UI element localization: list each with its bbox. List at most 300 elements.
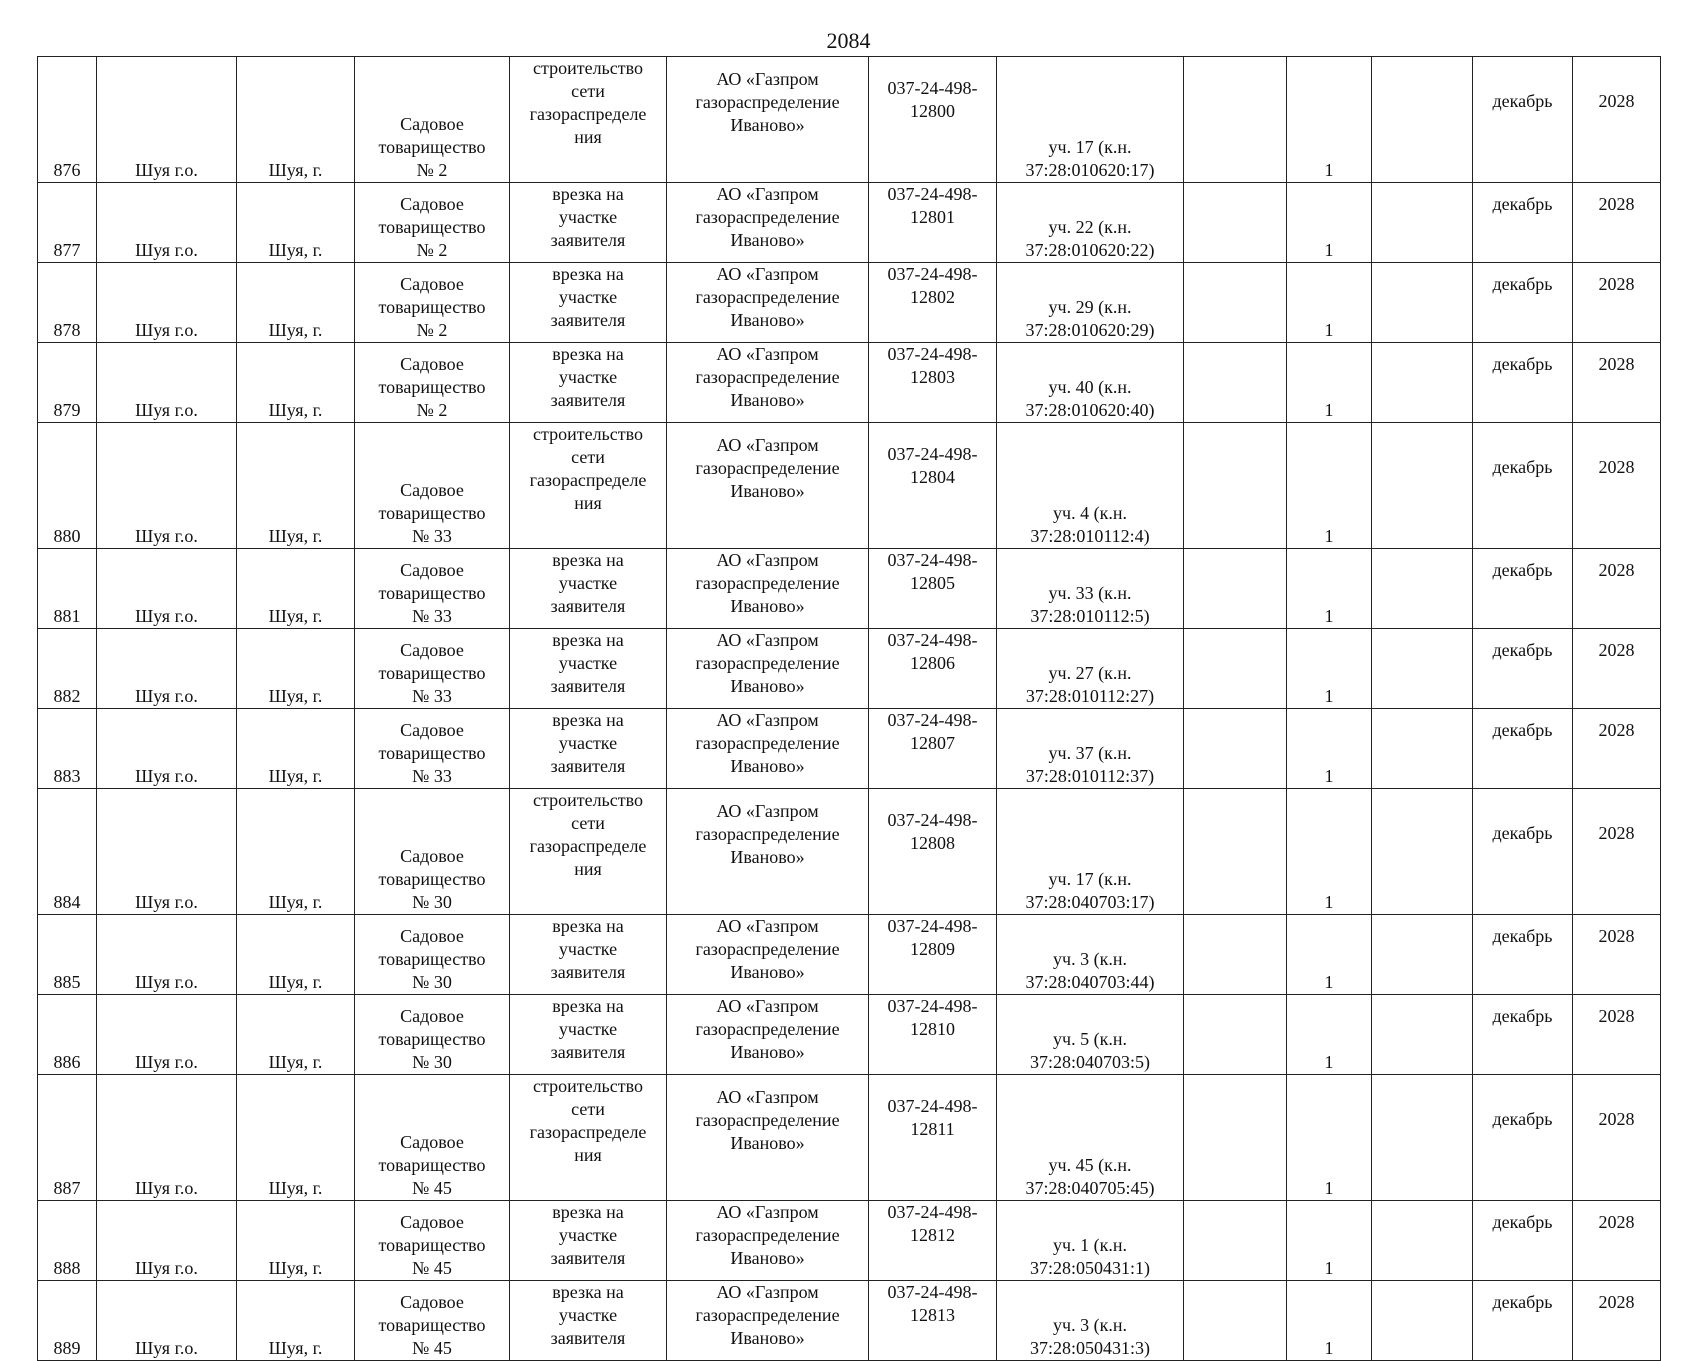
object-text: Садовое товарищество № 30 xyxy=(378,846,486,912)
district-cell xyxy=(97,915,237,995)
locality-cell xyxy=(237,709,355,789)
empty-cell-a xyxy=(1184,183,1287,263)
empty-cell-a xyxy=(1184,789,1287,915)
code-cell xyxy=(869,915,997,995)
quantity-text: 1 xyxy=(1324,972,1334,992)
quantity-cell xyxy=(1287,343,1372,423)
quantity-cell xyxy=(1287,789,1372,915)
organization-cell xyxy=(667,995,869,1075)
work-type-text: строительство сети газораспределе ния xyxy=(529,424,647,513)
row-number-text: 877 xyxy=(53,240,81,260)
organization-cell xyxy=(667,57,869,183)
organization-cell xyxy=(667,789,869,915)
locality-text: Шуя, г. xyxy=(268,526,323,546)
district-text: Шуя г.о. xyxy=(135,1338,198,1358)
work-type-text: строительство сети газораспределе ния xyxy=(529,1076,647,1165)
row-number-cell xyxy=(38,915,97,995)
empty-cell-a xyxy=(1184,915,1287,995)
object-cell xyxy=(355,629,510,709)
district-text: Шуя г.о. xyxy=(135,526,198,546)
object-text: Садовое товарищество № 30 xyxy=(378,926,486,992)
year-text: 2028 xyxy=(1598,354,1635,374)
code-text: 037-24-498- 12812 xyxy=(887,1202,978,1245)
table-row xyxy=(38,709,1661,789)
quantity-text: 1 xyxy=(1324,1178,1334,1198)
plot-text: уч. 1 (к.н. 37:28:050431:1) xyxy=(1030,1235,1150,1278)
plot-cell xyxy=(997,1075,1184,1201)
object-cell xyxy=(355,789,510,915)
locality-cell xyxy=(237,183,355,263)
code-cell xyxy=(869,1201,997,1281)
district-text: Шуя г.о. xyxy=(135,1258,198,1278)
year-text: 2028 xyxy=(1598,194,1635,214)
object-cell xyxy=(355,1281,510,1361)
work-type-text: врезка на участке заявителя xyxy=(550,184,626,250)
plot-text: уч. 4 (к.н. 37:28:010112:4) xyxy=(1030,503,1150,546)
district-text: Шуя г.о. xyxy=(135,972,198,992)
month-cell xyxy=(1473,709,1573,789)
quantity-cell xyxy=(1287,263,1372,343)
work-type-cell xyxy=(510,343,667,423)
table-row xyxy=(38,789,1661,915)
district-cell xyxy=(97,789,237,915)
quantity-text: 1 xyxy=(1324,1052,1334,1072)
code-cell xyxy=(869,995,997,1075)
month-text: декабрь xyxy=(1492,1212,1553,1232)
locality-cell xyxy=(237,1201,355,1281)
locality-cell xyxy=(237,57,355,183)
row-number-text: 883 xyxy=(53,766,81,786)
object-cell xyxy=(355,1075,510,1201)
plot-text: уч. 27 (к.н. 37:28:010112:27) xyxy=(1025,663,1155,706)
row-number-cell xyxy=(38,343,97,423)
quantity-cell xyxy=(1287,995,1372,1075)
quantity-cell xyxy=(1287,629,1372,709)
plot-text: уч. 45 (к.н. 37:28:040705:45) xyxy=(1025,1155,1155,1198)
object-cell xyxy=(355,549,510,629)
organization-cell xyxy=(667,1281,869,1361)
quantity-text: 1 xyxy=(1324,160,1334,180)
year-cell xyxy=(1573,263,1661,343)
locality-cell xyxy=(237,1075,355,1201)
locality-text: Шуя, г. xyxy=(268,606,323,626)
table-body xyxy=(38,57,1661,1361)
month-cell xyxy=(1473,1281,1573,1361)
plot-text: уч. 3 (к.н. 37:28:050431:3) xyxy=(1030,1315,1150,1358)
code-cell xyxy=(869,789,997,915)
district-text: Шуя г.о. xyxy=(135,240,198,260)
locality-cell xyxy=(237,1281,355,1361)
year-text: 2028 xyxy=(1598,1109,1635,1129)
object-text: Садовое товарищество № 45 xyxy=(378,1132,486,1198)
plot-cell xyxy=(997,789,1184,915)
locality-text: Шуя, г. xyxy=(268,1338,323,1358)
table-row xyxy=(38,343,1661,423)
code-cell xyxy=(869,423,997,549)
organization-cell xyxy=(667,709,869,789)
district-text: Шуя г.о. xyxy=(135,606,198,626)
work-type-cell xyxy=(510,423,667,549)
district-text: Шуя г.о. xyxy=(135,320,198,340)
district-cell xyxy=(97,57,237,183)
locality-text: Шуя, г. xyxy=(268,400,323,420)
year-text: 2028 xyxy=(1598,926,1635,946)
locality-text: Шуя, г. xyxy=(268,240,323,260)
code-cell xyxy=(869,629,997,709)
organization-cell xyxy=(667,343,869,423)
empty-cell-a xyxy=(1184,263,1287,343)
month-cell xyxy=(1473,549,1573,629)
year-text: 2028 xyxy=(1598,1292,1635,1312)
month-cell xyxy=(1473,1075,1573,1201)
year-text: 2028 xyxy=(1598,560,1635,580)
month-cell xyxy=(1473,57,1573,183)
month-cell xyxy=(1473,789,1573,915)
month-text: декабрь xyxy=(1492,1109,1553,1129)
empty-cell-a xyxy=(1184,1201,1287,1281)
object-text: Садовое товарищество № 45 xyxy=(378,1292,486,1358)
organization-text: АО «Газпром газораспределение Иваново» xyxy=(695,344,840,410)
locality-text: Шуя, г. xyxy=(268,892,323,912)
row-number-text: 879 xyxy=(53,400,81,420)
locality-text: Шуя, г. xyxy=(268,1052,323,1072)
locality-cell xyxy=(237,263,355,343)
empty-cell-a xyxy=(1184,343,1287,423)
object-text: Садовое товарищество № 30 xyxy=(378,1006,486,1072)
table-row xyxy=(38,995,1661,1075)
district-cell xyxy=(97,1075,237,1201)
plot-text: уч. 17 (к.н. 37:28:040703:17) xyxy=(1025,869,1155,912)
organization-cell xyxy=(667,263,869,343)
work-type-text: врезка на участке заявителя xyxy=(550,1202,626,1268)
code-text: 037-24-498- 12805 xyxy=(887,550,978,593)
district-cell xyxy=(97,263,237,343)
locality-text: Шуя, г. xyxy=(268,1258,323,1278)
empty-cell-b xyxy=(1372,789,1473,915)
code-text: 037-24-498- 12807 xyxy=(887,710,978,753)
code-text: 037-24-498- 12806 xyxy=(887,630,978,673)
quantity-text: 1 xyxy=(1324,240,1334,260)
organization-text: АО «Газпром газораспределение Иваново» xyxy=(695,69,840,135)
object-cell xyxy=(355,57,510,183)
district-text: Шуя г.о. xyxy=(135,1052,198,1072)
district-text: Шуя г.о. xyxy=(135,892,198,912)
year-text: 2028 xyxy=(1598,823,1635,843)
work-type-cell xyxy=(510,263,667,343)
quantity-cell xyxy=(1287,57,1372,183)
row-number-cell xyxy=(38,183,97,263)
code-cell xyxy=(869,183,997,263)
district-cell xyxy=(97,629,237,709)
work-type-cell xyxy=(510,789,667,915)
table-row xyxy=(38,629,1661,709)
empty-cell-a xyxy=(1184,629,1287,709)
row-number-cell xyxy=(38,995,97,1075)
object-text: Садовое товарищество № 2 xyxy=(378,194,486,260)
year-cell xyxy=(1573,57,1661,183)
organization-text: АО «Газпром газораспределение Иваново» xyxy=(695,996,840,1062)
empty-cell-a xyxy=(1184,1281,1287,1361)
work-type-text: врезка на участке заявителя xyxy=(550,344,626,410)
row-number-cell xyxy=(38,1075,97,1201)
month-cell xyxy=(1473,1201,1573,1281)
work-type-cell xyxy=(510,183,667,263)
code-cell xyxy=(869,549,997,629)
work-type-text: врезка на участке заявителя xyxy=(550,710,626,776)
work-type-text: врезка на участке заявителя xyxy=(550,1282,626,1348)
row-number-cell xyxy=(38,263,97,343)
row-number-cell xyxy=(38,629,97,709)
year-cell xyxy=(1573,789,1661,915)
code-cell xyxy=(869,57,997,183)
object-text: Садовое товарищество № 45 xyxy=(378,1212,486,1278)
locality-cell xyxy=(237,915,355,995)
empty-cell-b xyxy=(1372,709,1473,789)
empty-cell-b xyxy=(1372,57,1473,183)
month-text: декабрь xyxy=(1492,91,1553,111)
locality-text: Шуя, г. xyxy=(268,1178,323,1198)
object-cell xyxy=(355,709,510,789)
year-text: 2028 xyxy=(1598,1212,1635,1232)
year-cell xyxy=(1573,915,1661,995)
code-text: 037-24-498- 12808 xyxy=(887,810,978,853)
year-cell xyxy=(1573,1281,1661,1361)
district-text: Шуя г.о. xyxy=(135,160,198,180)
work-type-cell xyxy=(510,915,667,995)
organization-text: АО «Газпром газораспределение Иваново» xyxy=(695,710,840,776)
locality-cell xyxy=(237,423,355,549)
work-type-cell xyxy=(510,549,667,629)
object-text: Садовое товарищество № 33 xyxy=(378,560,486,626)
plot-text: уч. 3 (к.н. 37:28:040703:44) xyxy=(1025,949,1155,992)
plot-cell xyxy=(997,343,1184,423)
plot-cell xyxy=(997,1201,1184,1281)
quantity-cell xyxy=(1287,915,1372,995)
district-cell xyxy=(97,343,237,423)
work-type-cell xyxy=(510,709,667,789)
code-cell xyxy=(869,709,997,789)
plot-text: уч. 22 (к.н. 37:28:010620:22) xyxy=(1025,217,1155,260)
empty-cell-b xyxy=(1372,1201,1473,1281)
row-number-text: 882 xyxy=(53,686,81,706)
district-text: Шуя г.о. xyxy=(135,400,198,420)
work-type-cell xyxy=(510,995,667,1075)
table-row xyxy=(38,549,1661,629)
year-text: 2028 xyxy=(1598,91,1635,111)
district-text: Шуя г.о. xyxy=(135,1178,198,1198)
empty-cell-a xyxy=(1184,995,1287,1075)
code-cell xyxy=(869,1075,997,1201)
table-row xyxy=(38,263,1661,343)
row-number-cell xyxy=(38,423,97,549)
table-row xyxy=(38,183,1661,263)
month-text: декабрь xyxy=(1492,720,1553,740)
district-cell xyxy=(97,709,237,789)
locality-text: Шуя, г. xyxy=(268,320,323,340)
code-text: 037-24-498- 12802 xyxy=(887,264,978,307)
row-number-text: 887 xyxy=(53,1178,81,1198)
plot-cell xyxy=(997,549,1184,629)
quantity-cell xyxy=(1287,183,1372,263)
object-text: Садовое товарищество № 2 xyxy=(378,114,486,180)
code-text: 037-24-498- 12800 xyxy=(887,78,978,121)
quantity-cell xyxy=(1287,709,1372,789)
plot-text: уч. 40 (к.н. 37:28:010620:40) xyxy=(1025,377,1155,420)
organization-cell xyxy=(667,915,869,995)
work-type-cell xyxy=(510,57,667,183)
plot-cell xyxy=(997,1281,1184,1361)
empty-cell-b xyxy=(1372,549,1473,629)
year-text: 2028 xyxy=(1598,1006,1635,1026)
month-cell xyxy=(1473,423,1573,549)
month-text: декабрь xyxy=(1492,194,1553,214)
locality-cell xyxy=(237,995,355,1075)
object-cell xyxy=(355,263,510,343)
plot-cell xyxy=(997,263,1184,343)
row-number-text: 888 xyxy=(53,1258,81,1278)
month-text: декабрь xyxy=(1492,823,1553,843)
work-type-text: врезка на участке заявителя xyxy=(550,630,626,696)
plot-text: уч. 29 (к.н. 37:28:010620:29) xyxy=(1025,297,1155,340)
code-text: 037-24-498- 12803 xyxy=(887,344,978,387)
code-cell xyxy=(869,263,997,343)
month-cell xyxy=(1473,263,1573,343)
plot-cell xyxy=(997,57,1184,183)
register-table xyxy=(37,56,1661,1361)
district-cell xyxy=(97,995,237,1075)
row-number-cell xyxy=(38,789,97,915)
quantity-text: 1 xyxy=(1324,320,1334,340)
work-type-text: врезка на участке заявителя xyxy=(550,916,626,982)
year-cell xyxy=(1573,1201,1661,1281)
quantity-cell xyxy=(1287,1201,1372,1281)
quantity-text: 1 xyxy=(1324,526,1334,546)
object-text: Садовое товарищество № 2 xyxy=(378,274,486,340)
locality-text: Шуя, г. xyxy=(268,160,323,180)
month-text: декабрь xyxy=(1492,1006,1553,1026)
empty-cell-b xyxy=(1372,183,1473,263)
object-text: Садовое товарищество № 33 xyxy=(378,480,486,546)
object-cell xyxy=(355,995,510,1075)
year-cell xyxy=(1573,995,1661,1075)
empty-cell-a xyxy=(1184,1075,1287,1201)
empty-cell-b xyxy=(1372,1281,1473,1361)
page-number: 2084 xyxy=(826,28,871,53)
object-text: Садовое товарищество № 2 xyxy=(378,354,486,420)
table-row xyxy=(38,423,1661,549)
row-number-text: 885 xyxy=(53,972,81,992)
empty-cell-b xyxy=(1372,423,1473,549)
year-text: 2028 xyxy=(1598,274,1635,294)
quantity-text: 1 xyxy=(1324,686,1334,706)
code-text: 037-24-498- 12810 xyxy=(887,996,978,1039)
plot-text: уч. 37 (к.н. 37:28:010112:37) xyxy=(1025,743,1155,786)
row-number-cell xyxy=(38,709,97,789)
month-cell xyxy=(1473,183,1573,263)
empty-cell-b xyxy=(1372,1075,1473,1201)
month-cell xyxy=(1473,915,1573,995)
month-text: декабрь xyxy=(1492,640,1553,660)
district-text: Шуя г.о. xyxy=(135,686,198,706)
quantity-cell xyxy=(1287,1281,1372,1361)
locality-text: Шуя, г. xyxy=(268,766,323,786)
plot-text: уч. 33 (к.н. 37:28:010112:5) xyxy=(1030,583,1150,626)
month-cell xyxy=(1473,995,1573,1075)
quantity-text: 1 xyxy=(1324,606,1334,626)
table-row xyxy=(38,1281,1661,1361)
month-text: декабрь xyxy=(1492,457,1553,477)
table-row xyxy=(38,915,1661,995)
empty-cell-b xyxy=(1372,263,1473,343)
table-row xyxy=(38,1075,1661,1201)
organization-cell xyxy=(667,549,869,629)
plot-cell xyxy=(997,423,1184,549)
district-cell xyxy=(97,1201,237,1281)
empty-cell-a xyxy=(1184,57,1287,183)
locality-text: Шуя, г. xyxy=(268,686,323,706)
work-type-text: строительство сети газораспределе ния xyxy=(529,790,647,879)
locality-text: Шуя, г. xyxy=(268,972,323,992)
organization-text: АО «Газпром газораспределение Иваново» xyxy=(695,1202,840,1268)
district-cell xyxy=(97,1281,237,1361)
district-cell xyxy=(97,549,237,629)
district-text: Шуя г.о. xyxy=(135,766,198,786)
empty-cell-a xyxy=(1184,549,1287,629)
plot-text: уч. 17 (к.н. 37:28:010620:17) xyxy=(1025,137,1155,180)
month-text: декабрь xyxy=(1492,354,1553,374)
organization-text: АО «Газпром газораспределение Иваново» xyxy=(695,435,840,501)
object-cell xyxy=(355,423,510,549)
year-text: 2028 xyxy=(1598,720,1635,740)
object-cell xyxy=(355,343,510,423)
quantity-cell xyxy=(1287,423,1372,549)
table-row xyxy=(38,1201,1661,1281)
code-text: 037-24-498- 12804 xyxy=(887,444,978,487)
row-number-text: 876 xyxy=(53,160,81,180)
table-row xyxy=(38,57,1661,183)
code-text: 037-24-498- 12813 xyxy=(887,1282,978,1325)
code-text: 037-24-498- 12809 xyxy=(887,916,978,959)
empty-cell-b xyxy=(1372,629,1473,709)
month-text: декабрь xyxy=(1492,926,1553,946)
empty-cell-b xyxy=(1372,995,1473,1075)
row-number-text: 881 xyxy=(53,606,81,626)
year-text: 2028 xyxy=(1598,640,1635,660)
row-number-cell xyxy=(38,1201,97,1281)
object-cell xyxy=(355,183,510,263)
organization-text: АО «Газпром газораспределение Иваново» xyxy=(695,801,840,867)
month-cell xyxy=(1473,629,1573,709)
organization-text: АО «Газпром газораспределение Иваново» xyxy=(695,1282,840,1348)
row-number-cell xyxy=(38,549,97,629)
row-number-text: 886 xyxy=(53,1052,81,1072)
empty-cell-a xyxy=(1184,709,1287,789)
month-text: декабрь xyxy=(1492,560,1553,580)
district-cell xyxy=(97,183,237,263)
code-cell xyxy=(869,343,997,423)
locality-cell xyxy=(237,629,355,709)
organization-cell xyxy=(667,1075,869,1201)
organization-text: АО «Газпром газораспределение Иваново» xyxy=(695,264,840,330)
plot-cell xyxy=(997,183,1184,263)
object-text: Садовое товарищество № 33 xyxy=(378,720,486,786)
organization-text: АО «Газпром газораспределение Иваново» xyxy=(695,550,840,616)
quantity-text: 1 xyxy=(1324,1258,1334,1278)
object-cell xyxy=(355,1201,510,1281)
work-type-text: врезка на участке заявителя xyxy=(550,550,626,616)
object-cell xyxy=(355,915,510,995)
work-type-cell xyxy=(510,1075,667,1201)
